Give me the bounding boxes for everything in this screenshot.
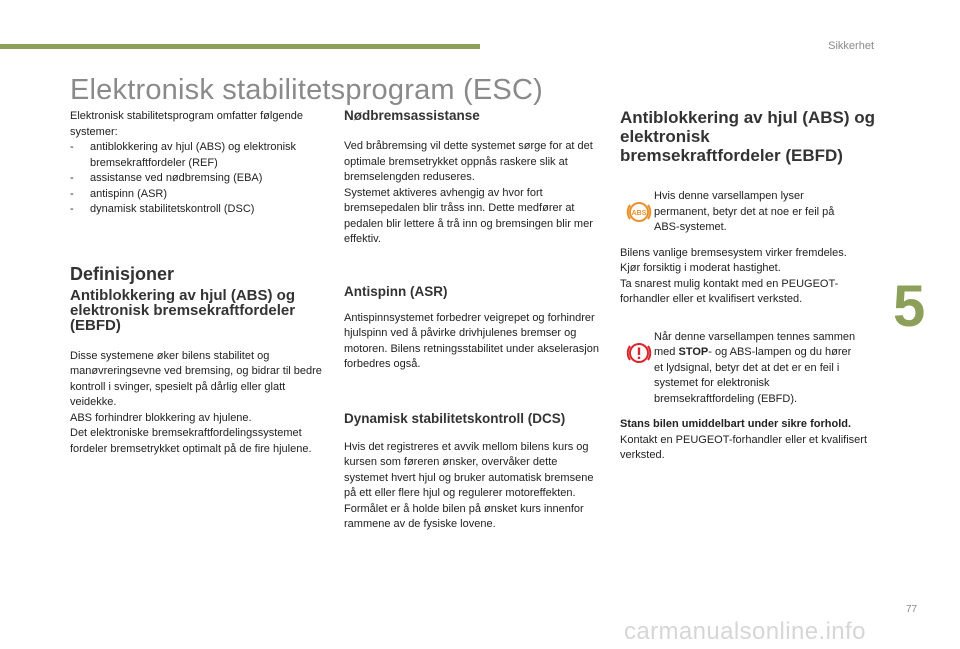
dsc-heading: Dynamisk stabilitetskontroll (DCS) xyxy=(344,410,566,426)
column-right xyxy=(620,108,875,464)
brake-warning-text: Når denne varsellampen tennes sammen med STOP- og ABS-lampen og du hører et lydsignal, betyr det at det er en feil i systemet for elektronisk bremsekraftfordeling (EBFD). xyxy=(654,330,856,405)
list-item: - dynamisk stabilitetskontroll (DSC) xyxy=(70,202,328,218)
column-left xyxy=(70,109,328,457)
stop-instruction: Stans bilen umiddelbart under sikre forhold. xyxy=(620,418,852,430)
eba-paragraph-2: Systemet aktiveres avhengig av hvor fort bremsepedalen blir tråss inn. Dette medfører at pedalen blir lettere å trå inn og bremsingen blir mer effektiv. xyxy=(344,186,593,245)
abs-warning-block xyxy=(620,189,875,236)
intro-text: Elektronisk stabilitetsprogram omfatter følgende systemer: xyxy=(70,110,303,138)
asr-heading: Antispinn (ASR) xyxy=(344,283,448,299)
section-name: Sikkerhet xyxy=(828,40,874,52)
definitions-heading: Definisjoner xyxy=(70,263,175,284)
dsc-paragraph: Hvis det registreres et avvik mellom bilens kurs og kursen som føreren ønsker, overvåker dette systemet hvert hjul og bruker automatisk bremsene på ett eller flere hjul og regulerer motoreffekten. Formålet er å holde bilen på ønsket kurs innenfor rammene av de fysiske lovene. xyxy=(344,440,594,530)
chapter-number: 5 xyxy=(893,274,926,339)
asr-paragraph: Antispinnsystemet forbedrer veigrepet og forhindrer hjulspinn ved å påvirke drivhjulenes bremser og motoren. Bilens retningsstabilitet under akselerasjon forbedres også. xyxy=(344,311,599,370)
abs-ebfd-heading: Antiblokkering av hjul (ABS) og elektronisk bremsekraftfordeler (EBFD) xyxy=(620,108,876,165)
system-list xyxy=(70,140,328,218)
abs-paragraph-1: Disse systemene øker bilens stabilitet og manøvreringsevne ved bremsing, og bidrar til bedre kontroll i svinger, spesielt på dårlig eller glatt veidekke. xyxy=(70,349,322,408)
abs-heading: Antiblokkering av hjul (ABS) og elektronisk bremsekraftfordeler (EBFD) xyxy=(70,286,296,334)
list-item: - antispinn (ASR) xyxy=(70,187,328,203)
brake-warning-icon xyxy=(624,338,654,368)
page-number: 77 xyxy=(906,604,918,615)
list-item: - assistanse ved nødbremsing (EBA) xyxy=(70,171,328,187)
list-item: - antiblokkering av hjul (ABS) og elektronisk bremsekraftfordeler (REF) xyxy=(70,140,328,171)
abs-warning-icon xyxy=(624,197,654,227)
brake-warning-block xyxy=(620,330,875,408)
eba-paragraph-1: Ved bråbremsing vil dette systemet sørge for at det optimale bremsetrykket oppnås raskere slik at bremselengden reduseres. xyxy=(344,140,593,183)
column-middle xyxy=(344,108,599,533)
abs-warning-text: Hvis denne varsellampen lyser permanent, betyr det at noe er feil på ABS-systemet. xyxy=(654,190,835,233)
ebfd-paragraph-1: Bilens vanlige bremsesystem virker fremdeles. xyxy=(620,246,847,259)
ebfd-paragraph-3: Ta snarest mulig kontakt med en PEUGEOT-forhandler eller et kvalifisert verksted. xyxy=(620,277,839,305)
contact-text: Kontakt en PEUGEOT-forhandler eller et kvalifisert verksted. xyxy=(620,433,867,461)
header-accent-bar xyxy=(0,44,480,49)
eba-heading: Nødbremsassistanse xyxy=(344,108,480,123)
stop-word: STOP xyxy=(678,346,709,358)
abs-icon-label: ABS xyxy=(631,210,647,217)
ebfd-paragraph-2: Kjør forsiktig i moderat hastighet. xyxy=(620,262,781,274)
watermark: carmanualsonline.info xyxy=(624,618,866,645)
abs-paragraph-2: ABS forhindrer blokkering av hjulene. xyxy=(70,411,252,424)
page-title: Elektronisk stabilitetsprogram (ESC) xyxy=(70,74,543,106)
abs-paragraph-3: Det elektroniske bremsekraftfordelingssystemet fordeler bremsetrykket optimalt på de fire hjulene. xyxy=(70,427,312,455)
